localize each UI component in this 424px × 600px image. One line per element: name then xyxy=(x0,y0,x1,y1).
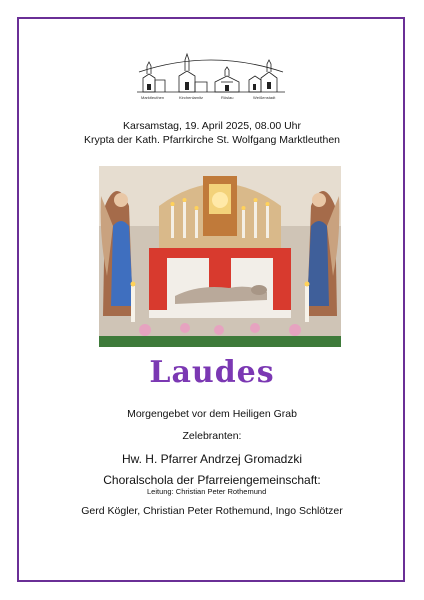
town-label: Weißenstadt xyxy=(253,95,276,100)
priest-name: Hw. H. Pfarrer Andrzej Gromadzki xyxy=(121,452,303,466)
choir-leader: Leitung: Christian Peter Rothemund xyxy=(147,487,267,496)
event-location: Krypta der Kath. Pfarrkirche St. Wolfgang Marktleuthen xyxy=(83,134,340,146)
town-label: Marktleuthen xyxy=(141,95,165,100)
altar-photo xyxy=(99,166,341,347)
choir-singers: Gerd Kögler, Christian Peter Rothemund, Ingo Schlötzer xyxy=(81,505,343,517)
choir-name: Choralschola der Pfarreiengemeinschaft: xyxy=(103,473,321,487)
event-date: Karsamstag, 19. April 2025, 08.00 Uhr xyxy=(122,120,302,132)
subtitle: Morgengebet vor dem Heiligen Grab xyxy=(127,408,297,420)
page-title: Laudes xyxy=(149,355,275,390)
town-label: Kirchenlamitz xyxy=(179,95,204,100)
church-skyline-drawing xyxy=(135,52,287,94)
celebrants-label: Zelebranten: xyxy=(182,430,242,442)
logo-town-labels xyxy=(135,95,287,103)
parish-logo xyxy=(135,52,287,104)
town-label: Röslau xyxy=(221,95,234,100)
